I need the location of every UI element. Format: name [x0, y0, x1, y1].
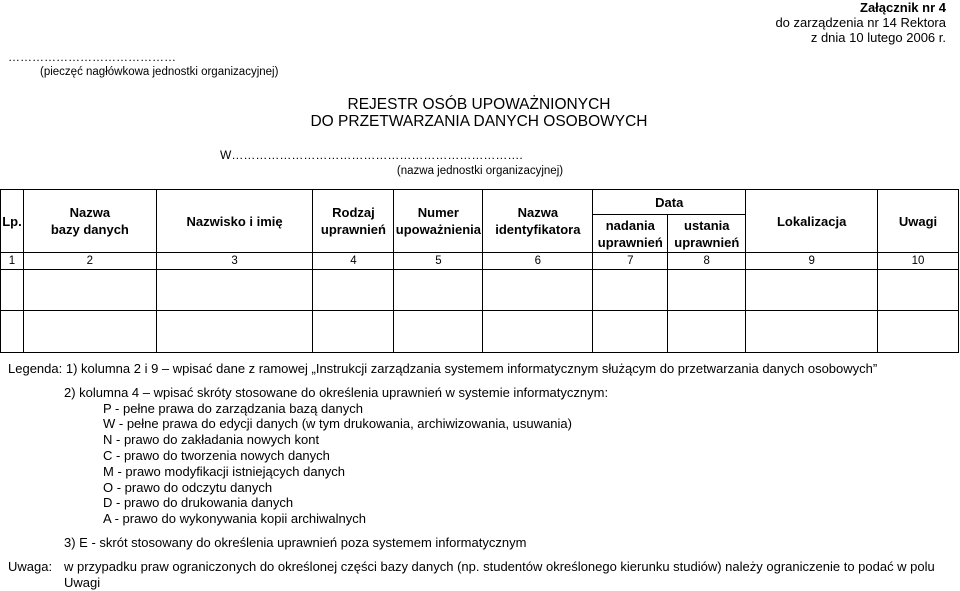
- empty-cell[interactable]: [1, 311, 24, 353]
- empty-cell[interactable]: [746, 270, 878, 311]
- column-number: 4: [313, 253, 394, 270]
- legend-code: O - prawo do odczytu danych: [103, 479, 273, 495]
- header-kind-1: Rodzaj: [332, 205, 375, 220]
- legend-item-1: Legenda: 1) kolumna 2 i 9 – wpisać dane z ramowej „Instrukcji zarządzania systemem informatycznym służącym do przetwarzania danych osobowych”: [8, 361, 878, 376]
- empty-cell[interactable]: [878, 270, 959, 311]
- empty-cell[interactable]: [394, 270, 483, 311]
- unit-caption: (nazwa jednostki organizacyjnej): [396, 165, 564, 177]
- column-number: 6: [483, 253, 593, 270]
- empty-cell[interactable]: [746, 311, 878, 353]
- annex-title: Załącznik nr 4: [860, 0, 946, 15]
- note-label: Uwaga:: [8, 559, 53, 574]
- stamp-dots: ……………………………………: [8, 50, 176, 64]
- column-number: 3: [156, 253, 313, 270]
- column-number: 5: [394, 253, 483, 270]
- empty-cell[interactable]: [593, 311, 668, 353]
- legend-code: D - prawo do drukowania danych: [103, 495, 294, 511]
- header-notes: Uwagi: [878, 190, 959, 253]
- header-number-2: upoważnienia: [395, 222, 482, 237]
- table-row: [1, 270, 959, 311]
- header-date: Data: [593, 190, 746, 215]
- empty-cell[interactable]: [23, 311, 156, 353]
- header-granted-1: nadania: [605, 217, 655, 233]
- column-number: 8: [668, 253, 746, 270]
- legend-code: W - pełne prawa do edycji danych (w tym drukowania, archiwizowania, usuwania): [103, 416, 572, 432]
- empty-cell[interactable]: [668, 270, 746, 311]
- header-ident-2: identyfikatora: [495, 222, 581, 237]
- legend: [8, 361, 877, 551]
- stamp-block: [8, 50, 278, 80]
- empty-cell[interactable]: [23, 270, 156, 311]
- header-number: [394, 190, 483, 253]
- empty-cell[interactable]: [1, 270, 24, 311]
- document-title: [0, 96, 960, 130]
- legend-code: C - prawo do tworzenia nowych danych: [103, 447, 330, 463]
- note-text: w przypadku praw ograniczonych do określonej części bazy danych (np. studentów określonego kierunku studiów) należy ograniczenie to podać w polu Uwagi: [64, 559, 935, 590]
- empty-cell[interactable]: [313, 270, 394, 311]
- annex-header: [775, 0, 946, 45]
- empty-cell[interactable]: [593, 270, 668, 311]
- empty-cell[interactable]: [394, 311, 483, 353]
- register-table: [0, 189, 959, 353]
- header-granted-2: uprawnień: [597, 234, 663, 250]
- column-number: 10: [878, 253, 959, 270]
- empty-cell[interactable]: [668, 311, 746, 353]
- empty-cell[interactable]: [483, 270, 593, 311]
- column-number: 7: [593, 253, 668, 270]
- header-db-name-1: Nazwa: [69, 205, 111, 220]
- header-revoked-1: ustania: [684, 217, 730, 233]
- column-number: 9: [746, 253, 878, 270]
- legend-code: A - prawo do wykonywania kopii archiwalnych: [103, 511, 367, 527]
- title-line-2: DO PRZETWARZANIA DANYCH OSOBOWYCH: [310, 113, 648, 130]
- annex-line-2: z dnia 10 lutego 2006 r.: [810, 30, 946, 45]
- column-number: 2: [23, 253, 156, 270]
- column-number: 1: [1, 253, 24, 270]
- empty-cell[interactable]: [483, 311, 593, 353]
- header-person: Nazwisko i imię: [156, 190, 313, 253]
- header-db-name: [23, 190, 156, 253]
- title-line-1: REJESTR OSÓB UPOWAŻNIONYCH: [347, 96, 611, 113]
- table-row: [1, 311, 959, 353]
- header-kind: [313, 190, 394, 253]
- legend-item-2: 2) kolumna 4 – wpisać skróty stosowane do określenia uprawnień w systemie informatycznym:: [64, 384, 609, 400]
- empty-cell[interactable]: [878, 311, 959, 353]
- empty-cell[interactable]: [156, 311, 313, 353]
- legend-code: N - prawo do zakładania nowych kont: [103, 432, 320, 448]
- header-ident: [483, 190, 593, 253]
- header-db-name-2: bazy danych: [50, 222, 129, 237]
- legend-code: P - pełne prawa do zarządzania bazą danych: [103, 400, 363, 416]
- annex-line-1: do zarządzenia nr 14 Rektora: [775, 15, 946, 30]
- header-number-1: Numer: [417, 205, 459, 220]
- header-granted: [593, 215, 668, 253]
- stamp-caption: (pieczęć nagłówkowa jednostki organizacyjnej): [40, 66, 279, 78]
- legend-code: M - prawo modyfikacji istniejących danych: [103, 463, 346, 479]
- header-revoked-2: uprawnień: [674, 234, 740, 250]
- header-ident-1: Nazwa: [517, 205, 559, 220]
- unit-line: W……………………………………………………………….: [220, 148, 523, 162]
- empty-cell[interactable]: [313, 311, 394, 353]
- header-kind-2: uprawnień: [320, 222, 386, 237]
- header-revoked: [668, 215, 746, 253]
- legend-item-3: 3) E - skrót stosowany do określenia uprawnień poza systemem informatycznym: [64, 534, 527, 550]
- column-numbers-row: [1, 253, 959, 270]
- empty-cell[interactable]: [156, 270, 313, 311]
- header-lp: Lp.: [1, 190, 24, 253]
- header-location: Lokalizacja: [746, 190, 878, 253]
